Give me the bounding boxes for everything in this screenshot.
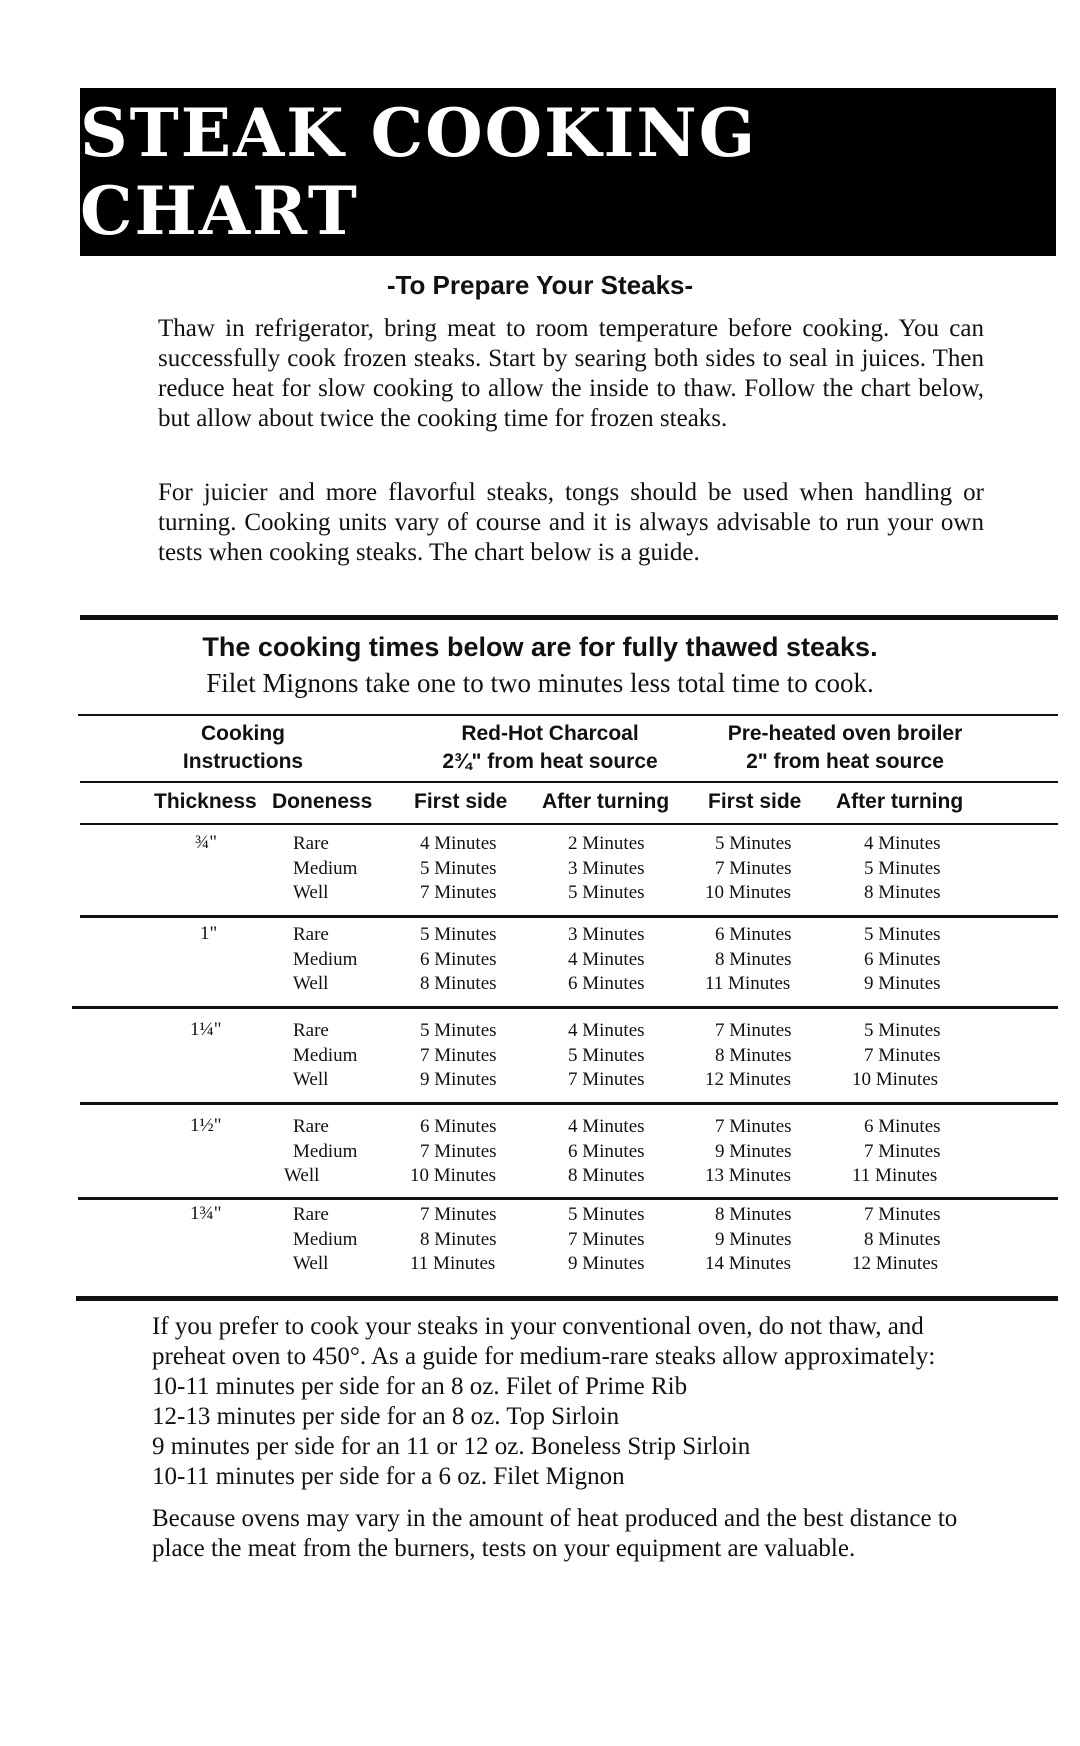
header-oven-broiler: Pre-heated oven broiler 2" from heat source (727, 722, 963, 773)
header-cooking-instructions: Cooking Instructions (182, 722, 304, 773)
doneness-cell: Well (293, 973, 329, 994)
doneness-cell: Rare (293, 1204, 329, 1225)
time-cell: 12 Minutes (705, 1069, 792, 1090)
time-cell: 5 Minutes (864, 857, 941, 879)
time-cell: 10 Minutes (705, 882, 792, 903)
time-cell: 14 Minutes (705, 1253, 792, 1274)
section-divider (80, 615, 1058, 620)
thickness-value: ¾" (195, 832, 218, 853)
time-cell: 9 Minutes (568, 1253, 645, 1274)
doneness-cell: Rare (293, 924, 329, 945)
column-broiler-first-side: First side (708, 790, 802, 813)
time-cell: 4 Minutes (420, 833, 497, 854)
oven-list-item: 9 minutes per side for an 11 or 12 oz. Boneless Strip Sirloin (152, 1433, 751, 1460)
time-cell: 9 Minutes (715, 1140, 792, 1162)
time-cell: 10 Minutes (852, 1069, 939, 1090)
time-cell: 7 Minutes (715, 857, 792, 879)
doneness-cell: Well (293, 1069, 329, 1090)
time-cell: 13 Minutes (705, 1165, 792, 1186)
oven-list-item: 12-13 minutes per side for an 8 oz. Top Sirloin (152, 1403, 620, 1430)
time-cell: 6 Minutes (420, 1116, 497, 1137)
page-title: STEAK COOKING CHART (80, 94, 758, 250)
time-cell: 7 Minutes (420, 1044, 497, 1066)
time-cell: 11 Minutes (705, 973, 791, 994)
time-cell: 8 Minutes (864, 882, 941, 903)
time-cell: 9 Minutes (420, 1069, 497, 1090)
time-cell: 5 Minutes (715, 833, 792, 854)
time-cell: 7 Minutes (864, 1140, 941, 1162)
thickness-value: 1¾" (190, 1203, 222, 1224)
thickness-value: 1" (200, 923, 218, 944)
doneness-cell: Rare (293, 1020, 329, 1041)
time-cell: 9 Minutes (864, 973, 941, 994)
time-cell: 7 Minutes (864, 1204, 941, 1225)
closing-paragraph: Because ovens may vary in the amount of heat produced and the best distance to place the meat from the burners, tests on your equipment are valuable. (152, 1505, 958, 1562)
time-cell: 3 Minutes (568, 924, 645, 945)
column-broiler-after-turning: After turning (836, 790, 964, 813)
time-cell: 6 Minutes (715, 924, 792, 945)
doneness-cell: Well (293, 882, 329, 903)
time-cell: 6 Minutes (864, 1116, 941, 1137)
time-cell: 4 Minutes (568, 1020, 645, 1041)
intro-paragraph-1: Thaw in refrigerator, bring meat to room temperature before cooking. You can successfully cook frozen steaks. Start by searing both sides to seal in juices. Then reduce heat for slow cooking to allow the inside to thaw. Follow the chart below, but allow about twice the cooking time for frozen steaks. (158, 315, 984, 432)
time-cell: 7 Minutes (420, 882, 497, 903)
oven-list-item: 10-11 minutes per side for a 6 oz. Filet Mignon (152, 1463, 625, 1490)
time-cell: 7 Minutes (568, 1069, 645, 1090)
time-cell: 5 Minutes (568, 1044, 645, 1066)
time-cell: 8 Minutes (568, 1165, 645, 1186)
group-divider (72, 1006, 1058, 1009)
thickness-group (0, 1019, 1080, 1099)
header-rule (80, 781, 1058, 783)
doneness-cell: Medium (293, 1044, 358, 1066)
table-bottom-rule (76, 1296, 1058, 1301)
time-cell: 4 Minutes (568, 948, 645, 970)
time-cell: 6 Minutes (864, 948, 941, 970)
column-charcoal-first-side: First side (414, 790, 508, 813)
time-cell: 7 Minutes (864, 1044, 941, 1066)
subheader-rule (80, 823, 1058, 825)
thickness-value: 1½" (190, 1115, 222, 1136)
time-cell: 8 Minutes (420, 973, 497, 994)
time-cell: 11 Minutes (410, 1253, 496, 1274)
column-charcoal-after-turning: After turning (542, 790, 670, 813)
time-cell: 8 Minutes (715, 1044, 792, 1066)
doneness-cell: Rare (293, 1116, 329, 1137)
time-cell: 6 Minutes (568, 1140, 645, 1162)
time-cell: 5 Minutes (568, 1204, 645, 1225)
time-cell: 10 Minutes (410, 1165, 497, 1186)
title-banner (80, 88, 1056, 256)
time-cell: 6 Minutes (568, 973, 645, 994)
time-cell: 4 Minutes (568, 1116, 645, 1137)
time-cell: 5 Minutes (864, 924, 941, 945)
time-cell: 5 Minutes (420, 924, 497, 945)
doneness-cell: Medium (293, 948, 358, 970)
header-red-hot-charcoal: Red-Hot Charcoal 2¾" from heat source (442, 722, 658, 773)
thickness-group (0, 1115, 1080, 1195)
time-cell: 9 Minutes (715, 1228, 792, 1250)
oven-list-item: 10-11 minutes per side for an 8 oz. Filet of Prime Rib (152, 1373, 688, 1400)
thawed-heading: The cooking times below are for fully thawed steaks. (202, 632, 878, 662)
thickness-group (0, 832, 1080, 912)
thickness-group (0, 1203, 1080, 1283)
time-cell: 5 Minutes (420, 857, 497, 879)
group-divider (80, 915, 1058, 918)
intro-paragraph-2: For juicier and more flavorful steaks, tongs should be used when handling or turning. Cooking units vary of course and it is always advisable to run your own tests when cooking steaks. The chart below is a guide. (158, 479, 984, 566)
time-cell: 7 Minutes (715, 1020, 792, 1041)
time-cell: 11 Minutes (852, 1165, 938, 1186)
time-cell: 7 Minutes (420, 1204, 497, 1225)
time-cell: 2 Minutes (568, 833, 645, 854)
thickness-value: 1¼" (190, 1019, 222, 1040)
time-cell: 12 Minutes (852, 1253, 939, 1274)
doneness-cell: Well (293, 1253, 329, 1274)
group-divider (80, 1102, 1058, 1105)
doneness-cell: Medium (293, 857, 358, 879)
time-cell: 7 Minutes (715, 1116, 792, 1137)
column-thickness: Thickness (154, 790, 257, 813)
time-cell: 4 Minutes (864, 833, 941, 854)
time-cell: 5 Minutes (420, 1020, 497, 1041)
time-cell: 8 Minutes (715, 1204, 792, 1225)
doneness-cell: Medium (293, 1140, 358, 1162)
time-cell: 8 Minutes (864, 1228, 941, 1250)
oven-section (152, 1312, 982, 1564)
doneness-cell: Rare (293, 833, 329, 854)
time-cell: 3 Minutes (568, 857, 645, 879)
time-cell: 5 Minutes (864, 1020, 941, 1041)
doneness-cell: Medium (293, 1228, 358, 1250)
filet-note: Filet Mignons take one to two minutes less total time to cook. (206, 668, 874, 698)
time-cell: 8 Minutes (420, 1228, 497, 1250)
column-doneness: Doneness (272, 790, 373, 813)
prepare-heading: -To Prepare Your Steaks- (386, 270, 694, 300)
time-cell: 8 Minutes (715, 948, 792, 970)
time-cell: 6 Minutes (420, 948, 497, 970)
table-top-rule (78, 714, 1058, 716)
time-cell: 7 Minutes (568, 1228, 645, 1250)
time-cell: 7 Minutes (420, 1140, 497, 1162)
thickness-group (0, 923, 1080, 1003)
time-cell: 5 Minutes (568, 882, 645, 903)
oven-paragraph: If you prefer to cook your steaks in your conventional oven, do not thaw, and preheat oven to 450°. As a guide for medium-rare steaks allow approximately: (152, 1313, 936, 1370)
group-divider (78, 1197, 1058, 1200)
doneness-cell: Well (284, 1165, 320, 1186)
